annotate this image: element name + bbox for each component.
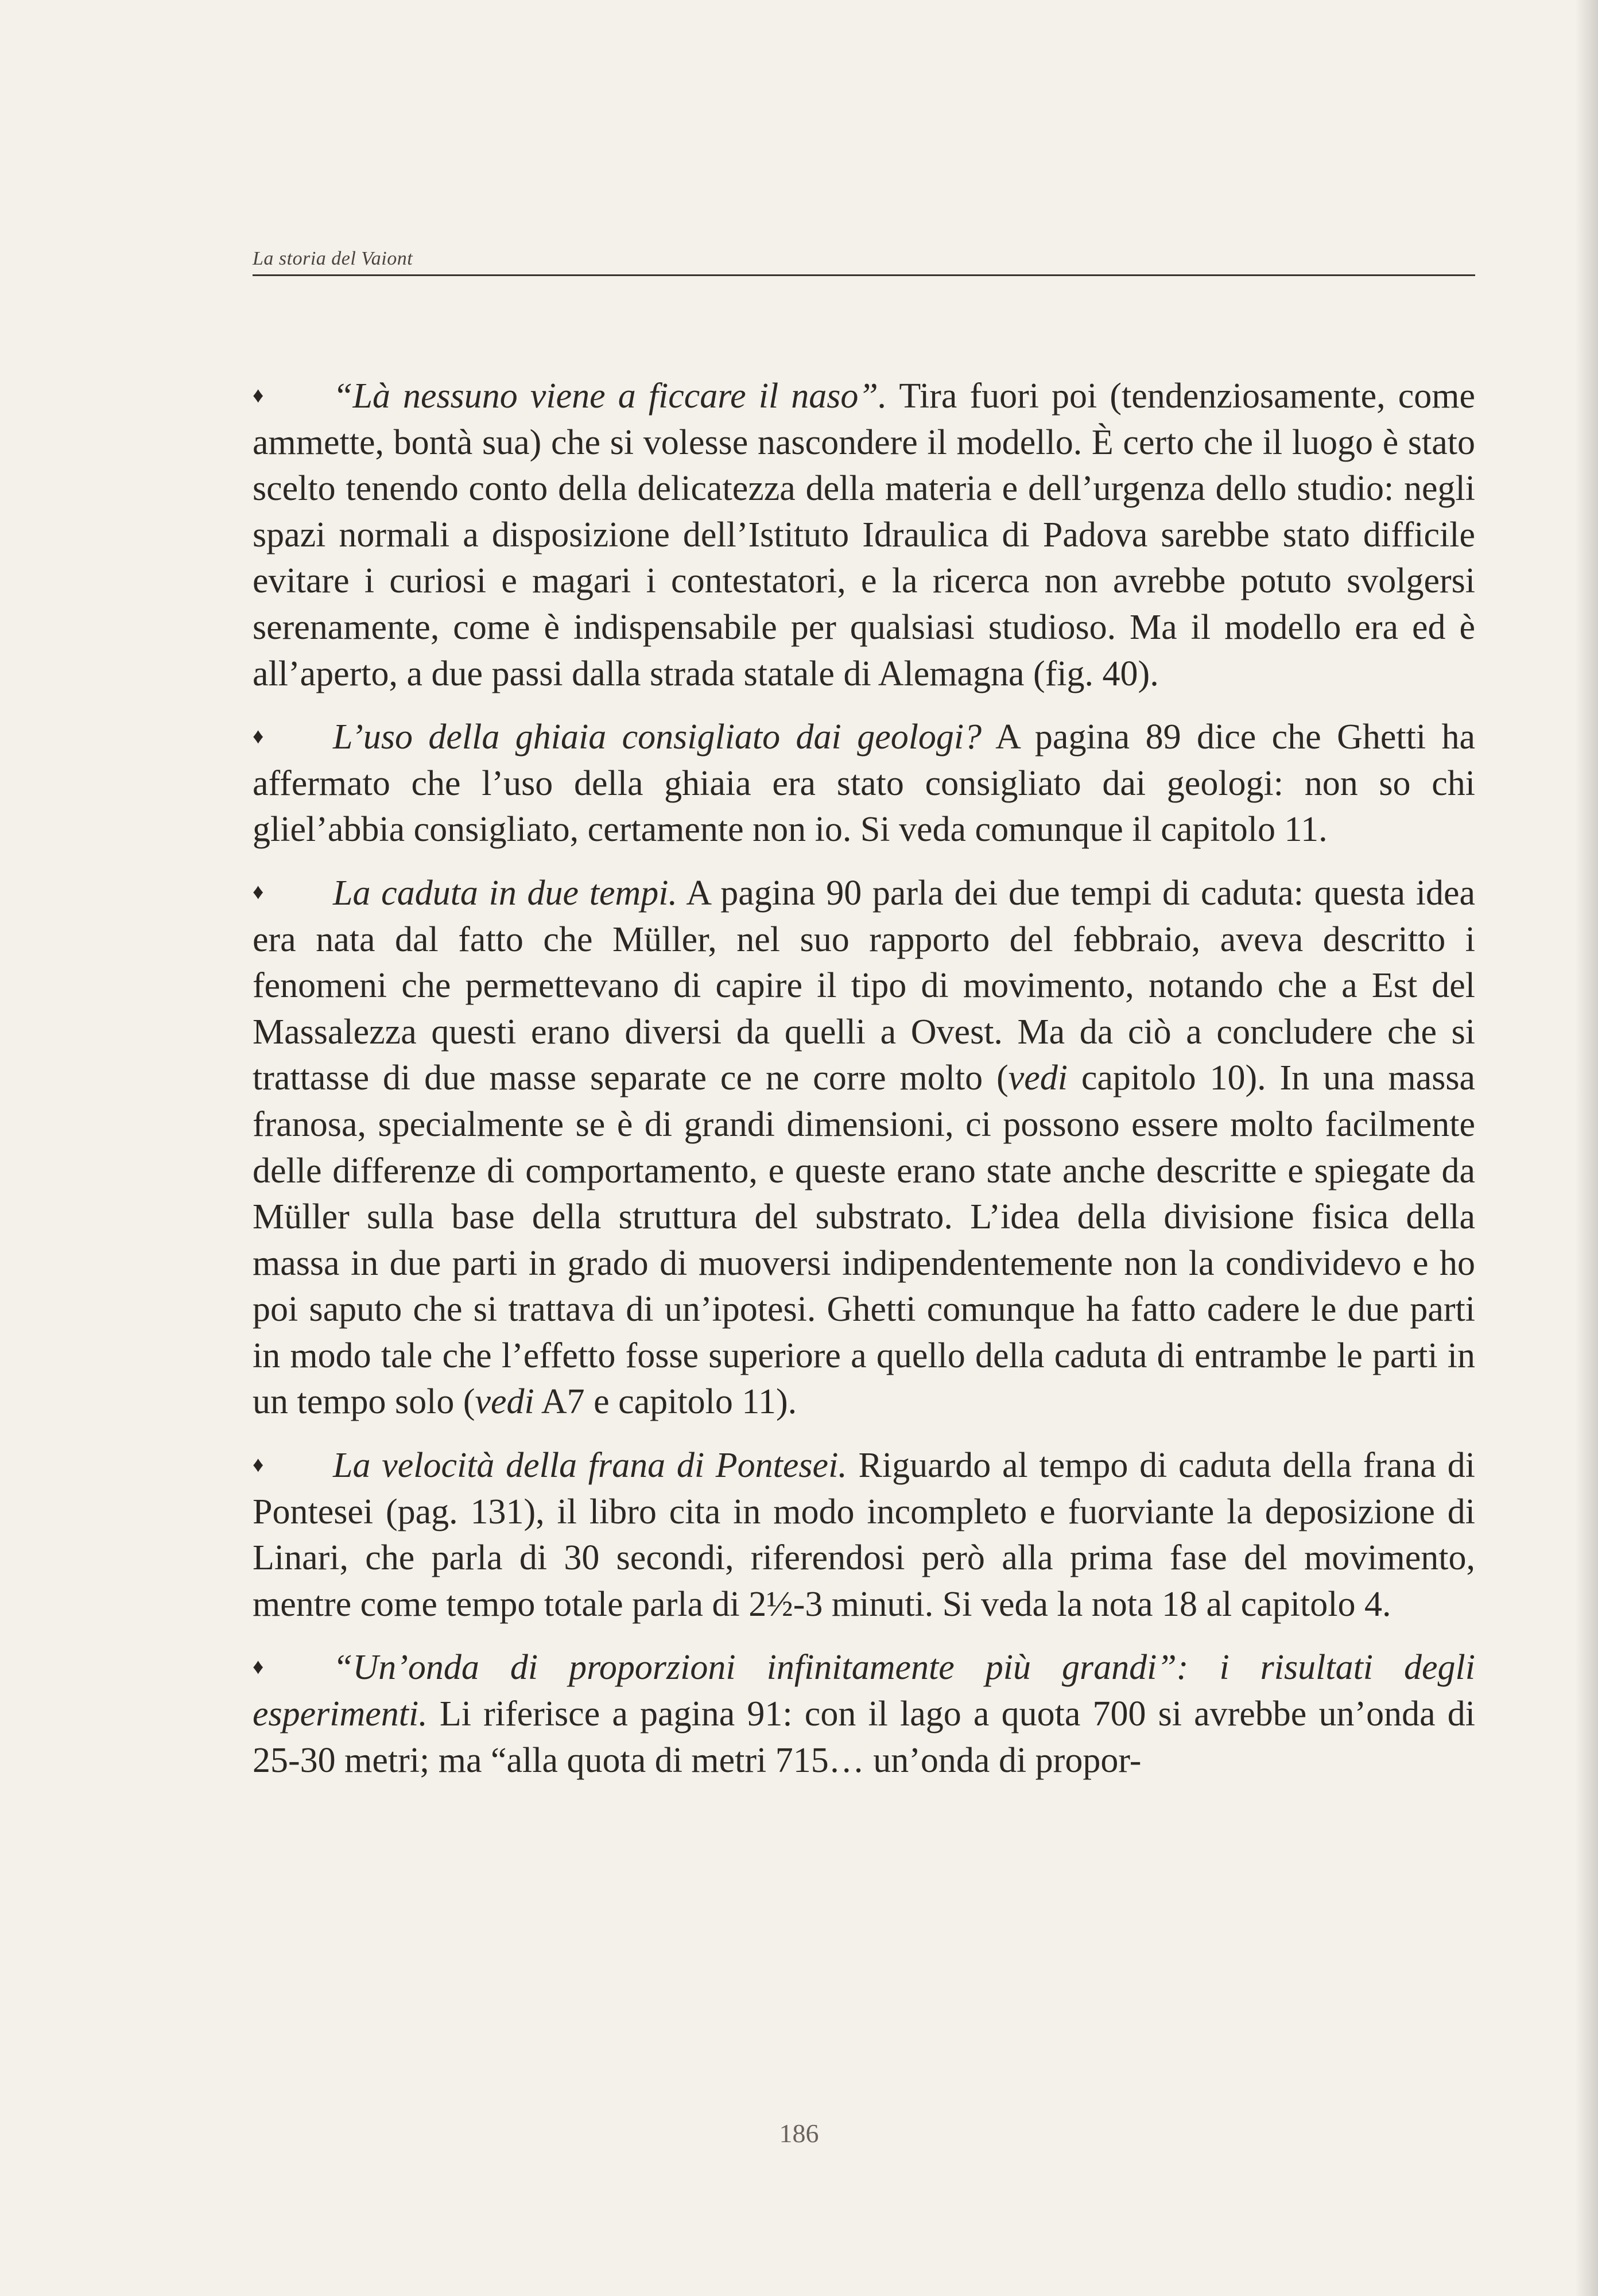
diamond-bullet-icon: ♦ <box>253 1452 264 1477</box>
paragraph-lead: La velocità della frana di Pontesei. <box>333 1446 847 1486</box>
paragraph-lead: La caduta in due tempi. <box>333 873 677 913</box>
paragraph-text: Li riferisce a pagina 91: con il lago a quota 700 si avrebbe un’onda di 25-30 metri; ma “alla quota di metri 715… un’onda di propor- <box>253 1694 1475 1780</box>
paragraph-ghiaia <box>253 714 1475 853</box>
running-head: La storia del Vaiont <box>253 248 413 269</box>
paragraph-onda <box>253 1645 1475 1783</box>
diamond-bullet-icon: ♦ <box>253 383 264 408</box>
header-rule <box>253 274 1475 276</box>
italic-vedi: vedi <box>475 1382 534 1422</box>
paragraph-text: Riguardo al tempo di caduta della frana di Pontesei (pag. 131), il libro cita in modo incompleto e fuorviante la deposizione di Linari, che parla di 30 secondi, riferendosi però alla prima fase del movimento, mentre come tempo totale parla di 2½-3 minuti. Si veda la nota 18 al capitolo 4. <box>253 1446 1475 1624</box>
page-number: 186 <box>779 2119 819 2148</box>
paragraph-text: A pagina 90 parla dei due tempi di caduta: questa idea era nata dal fatto che Müller, nel suo rapporto del febbraio, aveva descritto i fenomeni che permettevano di capire il tipo di movimento, notando che a Est del Massalezza questi erano diversi da quelli a Ovest. Ma da ciò a concludere che si trattasse di due masse separate ce ne corre molto ( <box>253 873 1475 1098</box>
diamond-bullet-icon: ♦ <box>253 1654 264 1679</box>
paragraph-lead: L’uso della ghiaia consigliato dai geologi? <box>333 718 982 757</box>
diamond-bullet-icon: ♦ <box>253 880 264 905</box>
paragraph-lead: “Là nessuno viene a ficcare il naso”. <box>333 377 887 416</box>
paragraph-lead: “Un’onda di proporzioni infinitamente più grandi”: i risultati degli esperimenti. <box>253 1648 1475 1734</box>
paragraph-naso <box>253 373 1475 697</box>
paragraph-caduta <box>253 870 1475 1425</box>
italic-vedi: vedi <box>1008 1058 1068 1098</box>
diamond-bullet-icon: ♦ <box>253 724 264 748</box>
paragraph-text: Tira fuori poi (tendenziosamente, come ammette, bontà sua) che si volesse nascondere il modello. È certo che il luogo è stato scelto tenendo conto della delicatezza della materia e dell’urgenza dello studio: negli spazi normali a disposizione dell’Istituto Idraulica di Padova sarebbe stato difficile evitare i curiosi e magari i contestatori, e la ricerca non avrebbe potuto svolgersi serenamente, come è indispensabile per qualsiasi studioso. Ma il modello era ed è all’aperto, a due passi dalla strada statale di Alemagna (fig. 40). <box>253 377 1475 693</box>
paragraph-text: A7 e capitolo 11). <box>534 1382 797 1422</box>
body-text <box>253 373 1475 1801</box>
page-edge-shadow <box>1575 0 1598 2296</box>
paragraph-text: capitolo 10). In una massa franosa, specialmente se è di grandi dimensioni, ci possono essere molto facilmente delle differenze di comportamento, e queste erano state anche descritte e spiegate da Müller sulla base della struttura del substrato. L’idea della divisione fisica della massa in due parti in grado di muoversi indipendentemente non la condividevo e ho poi saputo che si trattava di un’ipotesi. Ghetti comunque ha fatto cadere le due parti in modo tale che l’effetto fosse superiore a quello della caduta di entrambe le parti in un tempo solo ( <box>253 1058 1475 1422</box>
paragraph-text: A pagina 89 dice che Ghetti ha affermato che l’uso della ghiaia era stato consigliato dai geologi: non so chi gliel’abbia consigliato, certamente non io. Si veda comunque il capitolo 11. <box>253 718 1476 850</box>
paragraph-pontesei <box>253 1442 1475 1627</box>
